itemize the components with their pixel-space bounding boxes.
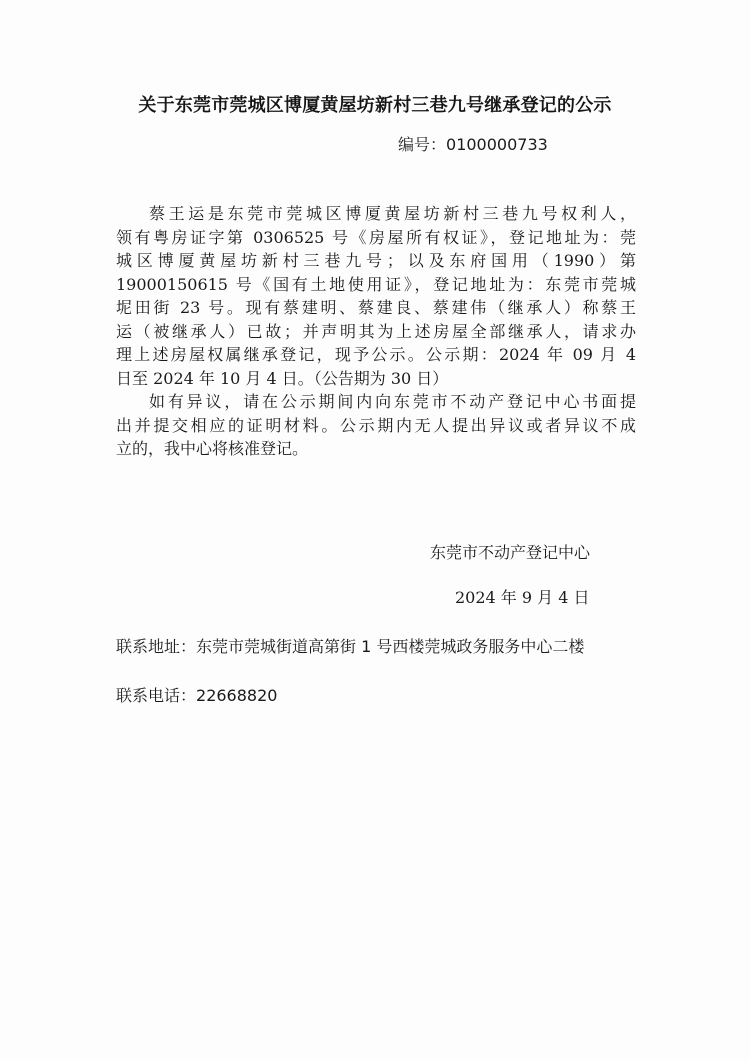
paragraph-line: 立的，我中心将核准登记。 xyxy=(116,439,309,458)
issue-date: 2024 年 9 月 4 日 xyxy=(455,588,590,607)
paragraph-line: 领有粤房证字第 0306525 号《房屋所有权证》，登记地址为：莞 xyxy=(116,227,636,247)
serial-number: 0100000733 xyxy=(446,135,548,154)
notice-title: 关于东莞市莞城区博厦黄屋坊新村三巷九号继承登记的公示 xyxy=(138,95,612,116)
paragraph-line: 日至 2024 年 10 月 4 日。（公告期为 30 日） xyxy=(116,368,449,388)
paragraph-line: 坭田街 23 号。现有蔡建明、蔡建良、蔡建伟（继承人）称蔡王 xyxy=(116,298,636,317)
contact-phone-label: 联系电话： xyxy=(116,686,197,705)
serial-label: 编号： xyxy=(398,135,447,154)
contact-phone xyxy=(116,683,277,706)
serial-number-line xyxy=(398,132,548,155)
contact-address xyxy=(116,634,584,657)
contact-address-value: 东莞市莞城街道高第街 1 号西楼莞城政务服务中心二楼 xyxy=(196,637,585,656)
paragraph-line: 城区博厦黄屋坊新村三巷九号；以及东府国用（1990）第 xyxy=(116,251,636,270)
paragraph-line: 如有异议，请在公示期间内向东莞市不动产登记中心书面提 xyxy=(149,392,636,411)
issuer-name: 东莞市不动产登记中心 xyxy=(430,543,591,562)
paragraph-line: 理上述房屋权属继承登记，现予公示。公示期：2024 年 09 月 4 xyxy=(116,345,636,364)
contact-phone-value: 22668820 xyxy=(196,686,278,705)
paragraph-line: 运（被继承人）已故；并声明其为上述房屋全部继承人，请求办 xyxy=(116,321,636,341)
paragraph-line: 19000150615 号《国有土地使用证》，登记地址为：东莞市莞城 xyxy=(116,274,636,294)
paragraph-line: 蔡王运是东莞市莞城区博厦黄屋坊新村三巷九号权利人， xyxy=(149,204,636,223)
paragraph-line: 出并提交相应的证明材料。公示期内无人提出异议或者异议不成 xyxy=(116,415,636,435)
contact-address-label: 联系地址： xyxy=(116,637,197,656)
notice-body xyxy=(116,202,636,461)
